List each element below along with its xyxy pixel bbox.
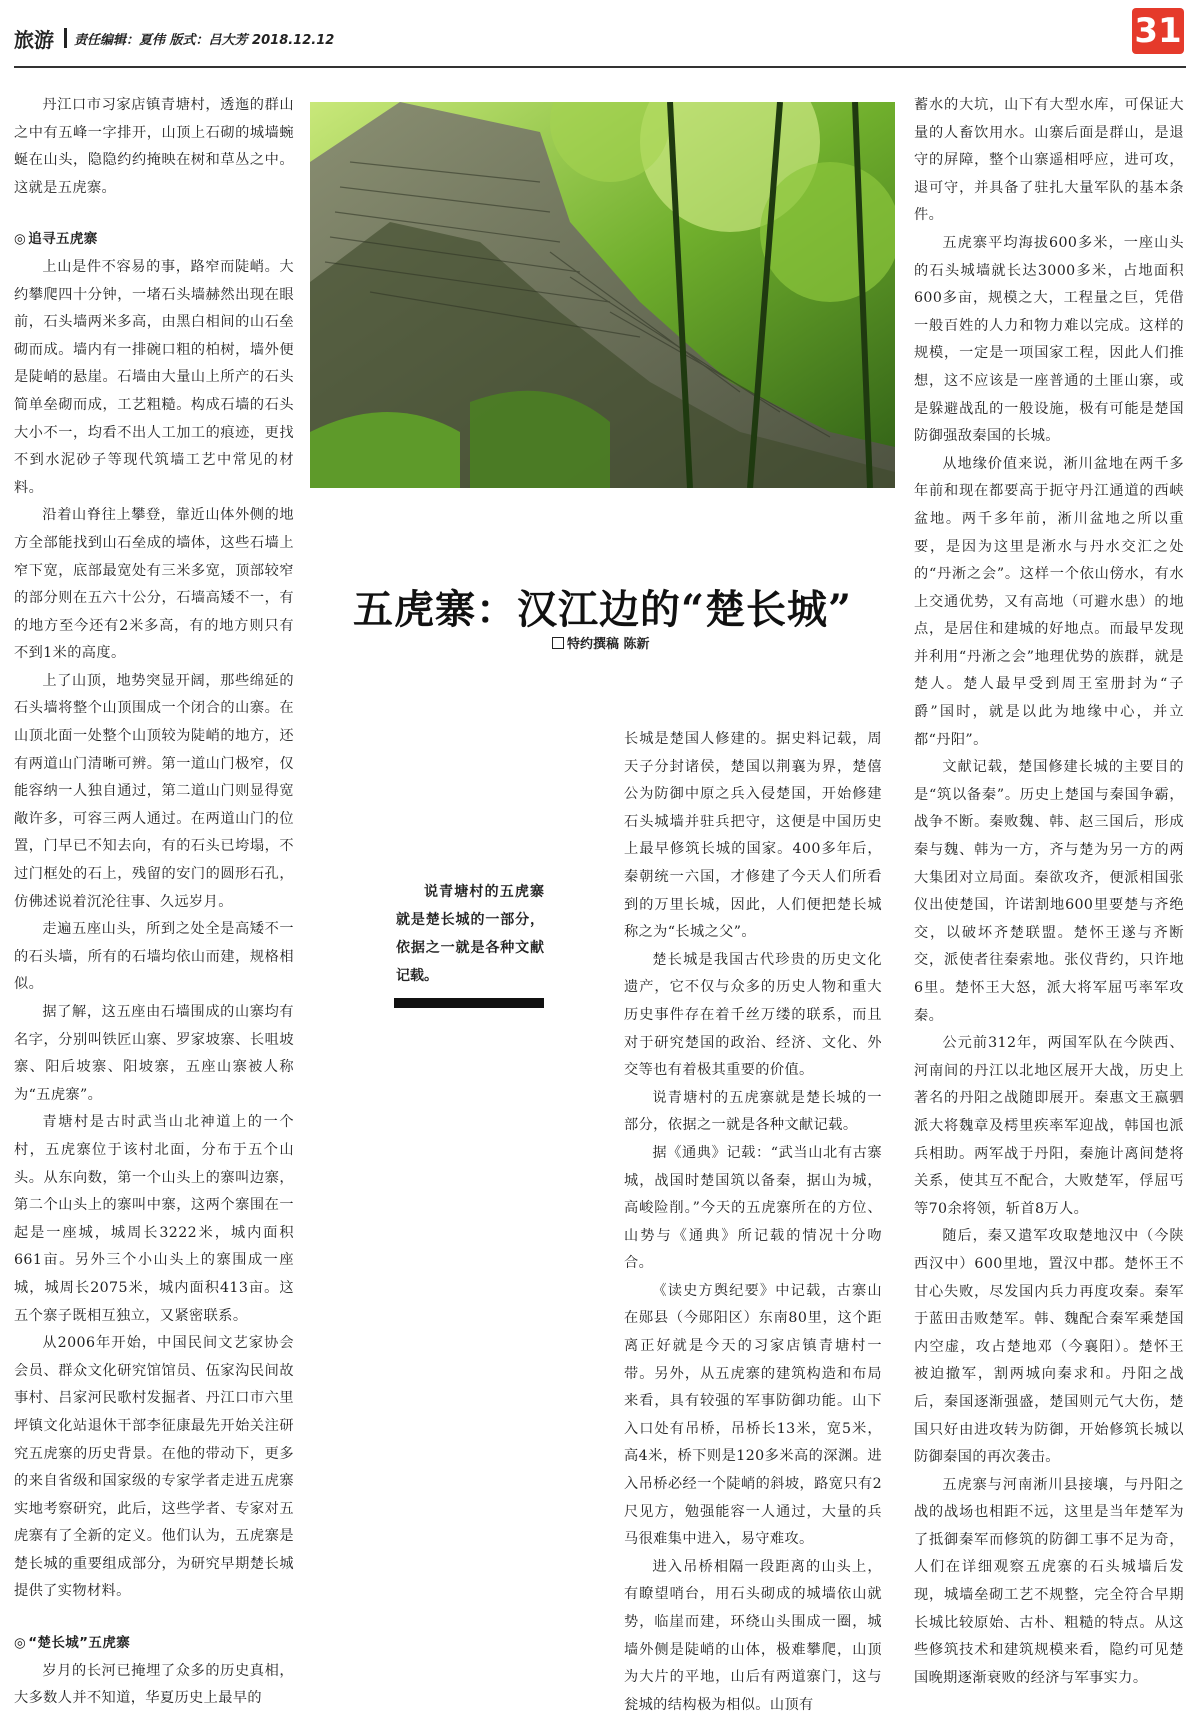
paragraph: 五虎寨与河南淅川县接壤，与丹阳之战的战场也相距不远，这里是当年楚军为了抵御秦军而修筑的防御工事不足为奇，人们在详细观察五虎寨的石头城墙后发现，城墙垒砌工艺不规整，完全符合早期长城比较原始、古朴、粗糙的特点。从这些修筑技术和建筑规模来看，隐约可见楚国晚期逐渐衰败的经济与军事实力。 [914,1476,1184,1686]
subheading-text: 追寻五虎寨 [28,231,98,248]
byline-text: 特约撰稿 陈新 [567,637,650,652]
paragraph: 上山是件不容易的事，路窄而陡峭。大约攀爬四十分钟，一堵石头墙赫然出现在眼前，石头墙两米多高，由黑白相间的山石垒砌而成。墙内有一排碗口粗的柏树，墙外便是陡峭的悬崖。石墙由大量山上所产的石头简单垒砌而成，工艺粗糙。构成石墙的石头大小不一，均看不出人工加工的痕迹，更找不到水泥砂子等现代筑墙工艺中常见的材料。 [14,258,294,496]
stone-wall-photo [310,102,895,488]
pull-quote-text: 说青塘村的五虎寨就是楚长城的一部分，依据之一就是各种文献记载。 [396,884,544,984]
section-name: 旅游 [14,28,54,52]
paragraph: 从2006年开始，中国民间文艺家协会会员、群众文化研究馆馆员、伍家沟民间故事村、吕家河民歌村发掘者、丹江口市六里坪镇文化站退休干部李征康最先开始关注研究五虎寨的历史背景。在他的带动下，更多的来自省级和国家级的专家学者走进五虎寨实地考察研究，此后，这些学者、专家对五虎寨有了全新的定义。他们认为，五虎寨是楚长城的重要组成部分，为研究早期楚长城提供了实物材料。 [14,1335,294,1600]
paragraph: 随后，秦又遣军攻取楚地汉中（今陕西汉中）600里地，置汉中郡。楚怀王不甘心失败，尽发国内兵力再度攻秦。秦军于蓝田击败楚军。韩、魏配合秦军乘楚国内空虚，攻占楚地邓（今襄阳）。楚怀王被迫撤军，割两城向秦求和。丹阳之战后，秦国逐渐强盛，楚国则元气大伤，楚国只好由进攻转为防御，开始修筑长城以防御秦国的再次袭击。 [914,1228,1184,1466]
circle-marker-icon: ◎ [14,231,27,248]
byline-box-icon [552,637,564,649]
article-column-1 [14,92,294,1713]
paragraph: 蓄水的大坑，山下有大型水库，可保证大量的人畜饮用水。山寨后面是群山，是退守的屏障，整个山寨遥相呼应，进可攻，退可守，并具备了驻扎大量军队的基本条件。 [914,97,1184,224]
subheading-search [14,226,294,254]
paragraph: 说青塘村的五虎寨就是楚长城的一部分，依据之一就是各种文献记载。 [624,1089,882,1134]
paragraph: 上了山顶，地势突显开阔，那些绵延的石头墙将整个山顶围成一个闭合的山寨。在山顶北面一处整个山顶较为陡峭的地方，还有两道山门清晰可辨。第一道山门极窄，仅能容纳一人独自通过，第二道山门则显得宽敞许多，可容三两人通过。在两道山门的位置，门早已不知去向，有的石头已垮塌，不过门框处的石上，残留的安门的圆形石孔，仿佛述说着沉沦往事、久远岁月。 [14,672,294,910]
article-column-3 [914,92,1184,1692]
paragraph: 五虎寨平均海拔600多米，一座山头的石头城墙就长达3000多米，占地面积600多亩，规模之大，工程量之巨，凭借一般百姓的人力和物力难以完成。这样的规模，一定是一项国家工程，因此人们推想，这不应该是一座普通的土匪山寨，或是躲避战乱的一般设施，极有可能是楚国防御强敌秦国的长城。 [914,234,1184,445]
header-rule [14,66,1186,68]
paragraph: 公元前312年，两国军队在今陕西、河南间的丹江以北地区展开大战，历史上著名的丹阳之战随即展开。秦惠文王嬴驷派大将魏章及樗里疾率军迎战，韩国也派兵相助。两军战于丹阳，秦施计离间楚将关系，使其互不配合，大败楚军，俘屈丐等70余将领，斩首8万人。 [914,1035,1184,1217]
subheading-text: “楚长城”五虎寨 [28,1635,131,1652]
editor-credits: 责任编辑：夏伟 版式：吕大芳 2018.12.12 [74,33,335,48]
circle-marker-icon: ◎ [14,1635,27,1652]
paragraph: 楚长城是我国古代珍贵的历史文化遗产，它不仅与众多的历史人物和重大历史事件存在着千丝万缕的联系，而且对于研究楚国的政治、经济、文化、外交等也有着极其重要的价值。 [624,951,882,1079]
subheading-chu-wall [14,1630,294,1658]
pull-quote [396,878,544,990]
paragraph: 进入吊桥相隔一段距离的山头上，有瞭望哨台，用石头砌成的城墙依山就势，临崖而建，环绕山头围成一圈，城墙外侧是陡峭的山体，极难攀爬，山顶为大片的平地，山后有两道寨门，这与瓮城的结构极为相似。山顶有 [624,1558,882,1713]
article-column-2 [624,726,882,1719]
page-number-badge: 31 [1132,8,1184,54]
paragraph: 文献记载，楚国修建长城的主要目的是“筑以备秦”。历史上楚国与秦国争霸，战争不断。秦败魏、韩、赵三国后，形成秦与魏、韩为一方，齐与楚为另一方的两大集团对立局面。秦欲攻齐，便派相国张仪出使楚国，许诺割地600里要楚与齐绝交，以破坏齐楚联盟。楚怀王遂与齐断交，派使者往秦索地。张仪背约，只许地6里。楚怀王大怒，派大将军屈丐率军攻秦。 [914,759,1184,1024]
header-divider [64,28,67,48]
forest-wall-illustration [310,102,895,488]
paragraph: 青塘村是古时武当山北神道上的一个村，五虎寨位于该村北面，分布于五个山头。从东向数，第一个山头上的寨叫边寨，第二个山头上的寨叫中寨，这两个寨围在一起是一座城，城周长3222米，城内面积661亩。另外三个小山头上的寨围成一座城，城周长2075米，城内面积413亩。这五个寨子既相互独立，又紧密联系。 [14,1114,294,1324]
page-header [14,11,1184,58]
paragraph: 《读史方舆纪要》中记载，古寨山在郧县（今郧阳区）东南80里，这个距离正好就是今天的习家店镇青塘村一带。另外，从五虎寨的建筑构造和布局来看，具有较强的军事防御功能。山下入口处有吊桥，吊桥长13米，宽5米，高4米，桥下则是120多米高的深渊。进入吊桥必经一个陡峭的斜坡，路宽只有2尺见方，勉强能容一人通过，大量的兵马很难集中进入，易守难攻。 [624,1282,882,1548]
intro-paragraph: 丹江口市习家店镇青塘村，透迤的群山之中有五峰一字排开，山顶上石砌的城墙蜿蜒在山头，隐隐约约掩映在树和草丛之中。这就是五虎寨。 [14,97,294,196]
paragraph: 据《通典》记载：“武当山北有古寨城，战国时楚国筑以备秦，据山为城，高峻险削。”今天的五虎寨所在的方位、山势与《通典》所记载的情况十分吻合。 [624,1144,882,1272]
paragraph: 从地缘价值来说，淅川盆地在两千多年前和现在都要高于扼守丹江通道的西峡盆地。两千多年前，淅川盆地之所以重要，是因为这里是淅水与丹水交汇之处的“丹淅之会”。这样一个依山傍水，有水上交通优势，又有高地（可避水患）的地点，是居住和建城的好地点。而最早发现并利用“丹淅之会”地理优势的族群，就是楚人。楚人最早受到周王室册封为“子爵”国时，就是以此为地缘中心，并立都“丹阳”。 [914,455,1184,748]
pull-quote-bar [394,998,544,1008]
paragraph: 据了解，这五座由石墙围成的山寨均有名字，分别叫铁匠山寨、罗家坡寨、长咀坡寨、阳后坡寨、阳坡寨，五座山寨被人称为“五虎寨”。 [14,1004,294,1103]
article-title: 五虎寨：汉江边的“楚长城” [352,586,852,633]
paragraph: 沿着山脊往上攀登，靠近山体外侧的地方全部能找到山石垒成的墙体，这些石墙上窄下宽，底部最宽处有三米多宽，顶部较窄的部分则在五六十公分，石墙高矮不一，有的地方至今还有2米多高，有的地方则只有不到1米的高度。 [14,507,294,662]
paragraph: 岁月的长河已掩埋了众多的历史真相，大多数人并不知道，华夏历史上最早的 [14,1662,294,1707]
paragraph: 走遍五座山头，所到之处全是高矮不一的石头墙，所有的石墙均依山而建，规格相似。 [14,921,294,993]
byline [552,633,650,652]
paragraph: 长城是楚国人修建的。据史料记载，周天子分封诸侯，楚国以荆襄为界，楚僖公为防御中原之兵入侵楚国，开始修建石头城墙并驻兵把守，这便是中国历史上最早修筑长城的国家。400多年后，秦朝统一六国，才修建了今天人们所看到的万里长城，因此，人们便把楚长城称之为“长城之父”。 [624,731,882,941]
